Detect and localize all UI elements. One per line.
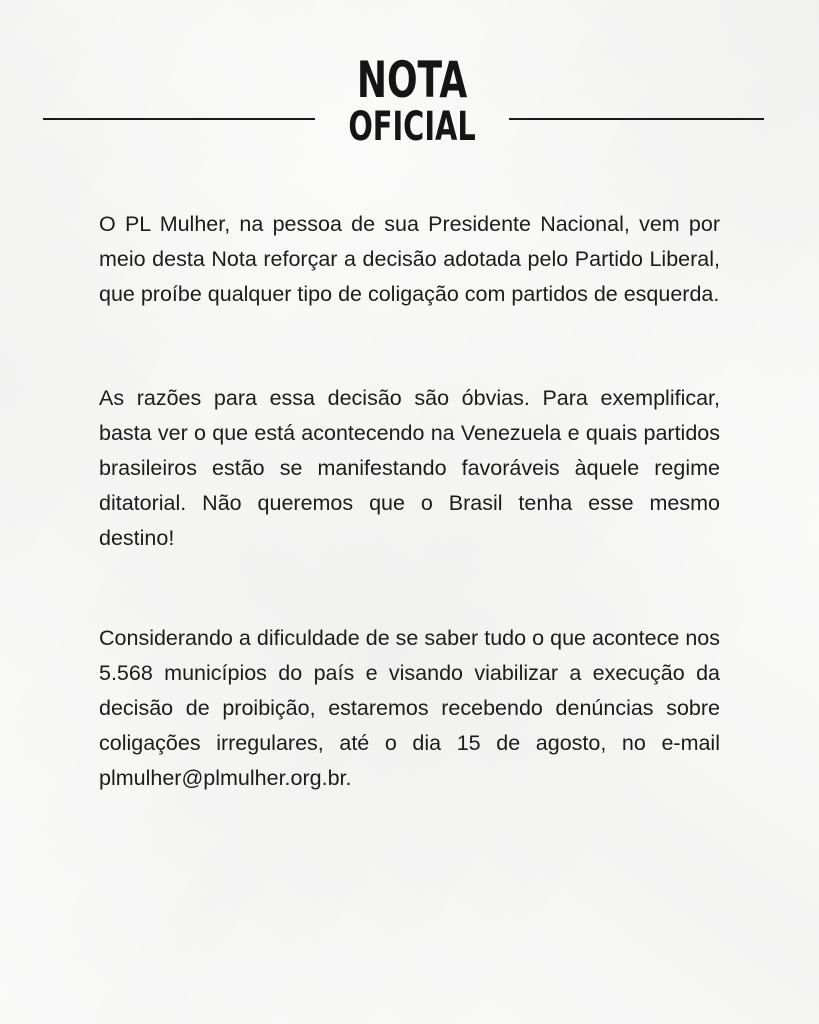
paragraph-complaints: Considerando a dificuldade de se saber tudo o que acontece nos 5.568 municípios do país e visando viabilizar a execução da decisão de proibição, estaremos recebendo denúncias sobre coligações irregulares, até o dia 15 de agosto, no e-mail plmulher@plmulher.org.br. [99, 626, 720, 790]
document-header [0, 51, 819, 155]
title-line-nota: NOTA [356, 51, 468, 109]
header-rule-left [43, 118, 315, 120]
header-rule-right [509, 118, 764, 120]
title-line-oficial: OFICIAL [348, 104, 476, 150]
paragraph-reasons: As razões para essa decisão são óbvias. Para exemplificar, basta ver o que está acontecendo na Venezuela e quais partidos brasileiros estão se manifestando favoráveis àquele regime ditatorial. Não queremos que o Brasil tenha esse mesmo destino! [99, 386, 720, 550]
paragraph-decision: O PL Mulher, na pessoa de sua Presidente Nacional, vem por meio desta Nota reforçar a decisão adotada pelo Partido Liberal, que proíbe qualquer tipo de coligação com partidos de esquerda. [99, 212, 720, 306]
document-title [347, 51, 477, 150]
